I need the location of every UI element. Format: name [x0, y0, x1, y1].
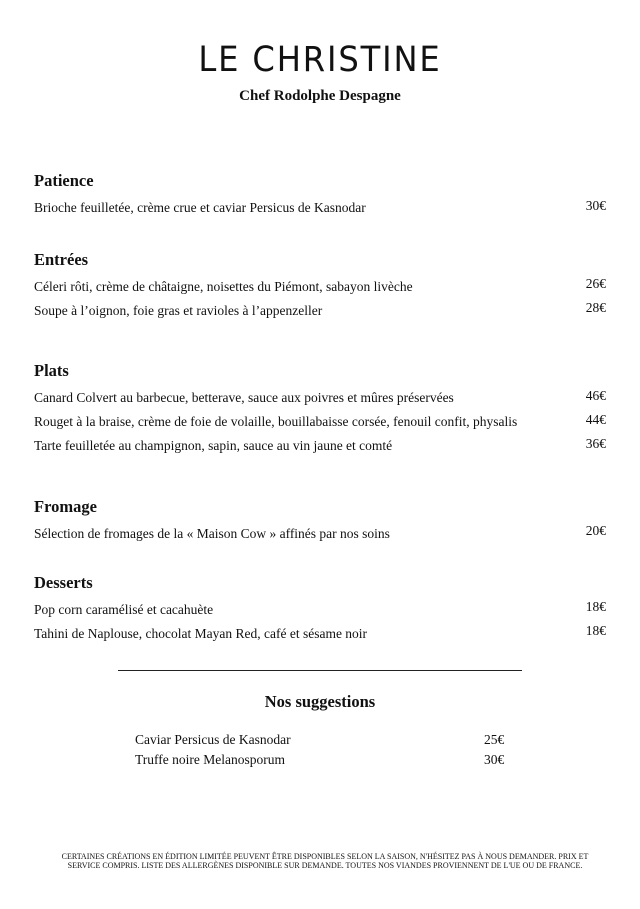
suggestion-item: Truffe noire Melanosporum	[135, 752, 285, 767]
section-heading: Entrées	[34, 250, 89, 269]
section-heading: Patience	[34, 171, 94, 190]
menu-item: Rouget à la braise, crème de foie de volaille, bouillabaisse corsée, fenouil confit, physalis	[34, 414, 518, 429]
menu-item: Tahini de Naplouse, chocolat Mayan Red, café et sésame noir	[34, 626, 368, 641]
suggestion-price: 25€	[484, 732, 505, 747]
menu-price: 20€	[585, 523, 606, 538]
menu-price: 18€	[585, 599, 606, 614]
suggestions-heading: Nos suggestions	[264, 692, 376, 711]
menu-item: Soupe à l’oignon, foie gras et ravioles à l’appenzeller	[34, 303, 323, 318]
menu-item: Canard Colvert au barbecue, betterave, sauce aux poivres et mûres préservées	[34, 390, 454, 405]
menu-price: 18€	[585, 623, 606, 638]
menu-item: Céleri rôti, crème de châtaigne, noisettes du Piémont, sabayon livèche	[34, 279, 413, 294]
section-heading: Fromage	[34, 497, 97, 516]
menu-price: 26€	[585, 276, 606, 291]
menu-price: 44€	[585, 412, 606, 427]
section-heading: Desserts	[34, 573, 93, 592]
menu-price: 46€	[585, 388, 606, 403]
footer-note: CERTAINES CRÉATIONS EN ÉDITION LIMITÉE PEUVENT ÊTRE DISPONIBLES SELON LA SAISON, N'HÉSITEZ PAS À NOUS DEMANDER. PRIX ET SERVICE COMPRIS. LISTE DES ALLERGÈNES DISPONIBLE SUR DEMANDE. TOUTES NOS VIANDES PROVIENNENT DE L'UE OU DE FRANCE.	[61, 852, 589, 870]
section-heading: Plats	[34, 361, 69, 380]
menu-item: Sélection de fromages de la « Maison Cow » affinés par nos soins	[34, 526, 390, 541]
restaurant-title: LE CHRISTINE	[198, 40, 442, 80]
menu-item: Tarte feuilletée au champignon, sapin, sauce au vin jaune et comté	[34, 438, 393, 453]
menu-price: 36€	[585, 436, 606, 451]
suggestion-price: 30€	[484, 752, 505, 767]
menu-item: Pop corn caramélisé et cacahuète	[34, 602, 214, 617]
suggestion-item: Caviar Persicus de Kasnodar	[135, 732, 291, 747]
chef-name: Chef Rodolphe Despagne	[239, 88, 401, 104]
menu-price: 28€	[585, 300, 606, 315]
menu-price: 30€	[585, 198, 606, 213]
divider	[118, 670, 522, 671]
menu-item: Brioche feuilletée, crème crue et caviar Persicus de Kasnodar	[34, 200, 366, 215]
